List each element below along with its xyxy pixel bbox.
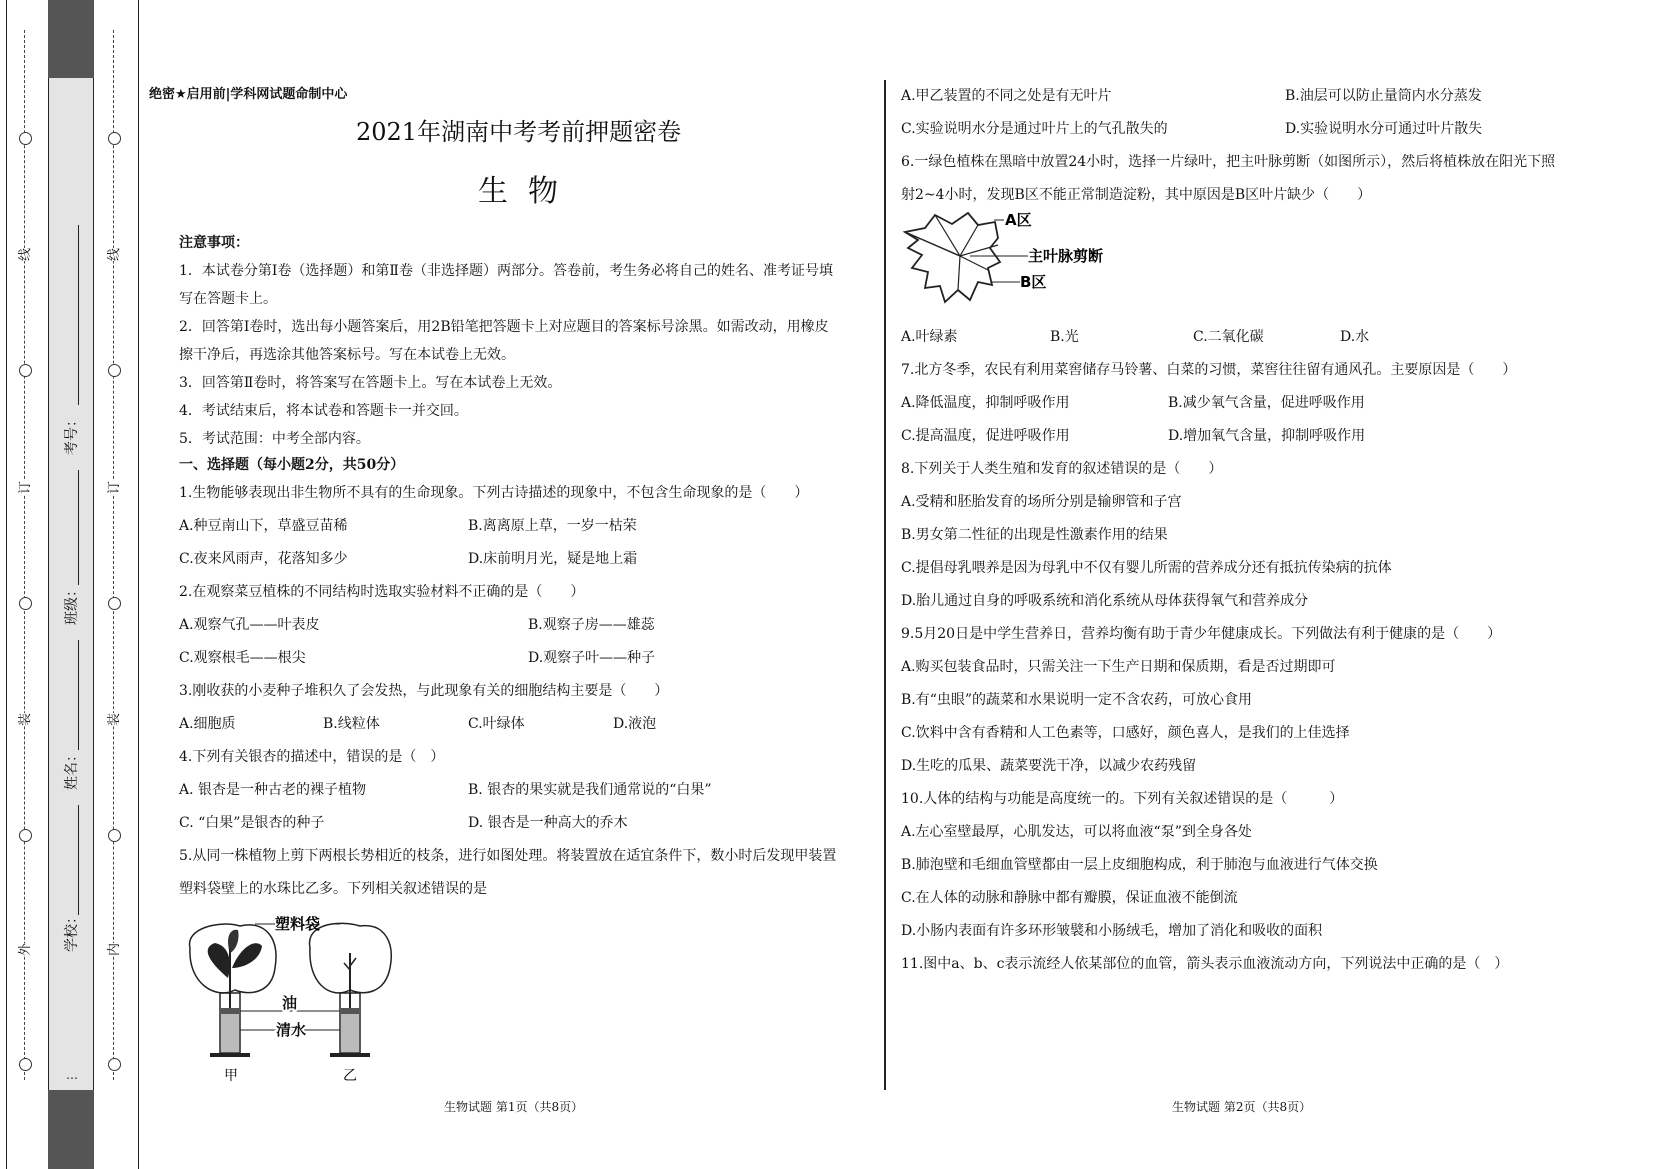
- binding-char: 订: [14, 481, 33, 494]
- label-yi: 乙: [343, 1068, 357, 1084]
- option: D.液泡: [613, 716, 657, 732]
- field-school-label: 学校：: [64, 910, 80, 952]
- option: B.减少氧气含量，促进呼吸作用: [1168, 395, 1365, 411]
- option: D.胎儿通过自身的呼吸系统和消化系统从母体获得氧气和营养成分: [901, 593, 1309, 609]
- notice-title: 注意事项：: [179, 235, 249, 251]
- binding-char: 内: [103, 943, 122, 956]
- option: B. 银杏的果实就是我们通常说的“白果”: [468, 782, 712, 798]
- option: D.水: [1340, 329, 1370, 345]
- option: B.观察子房——雄蕊: [528, 617, 655, 633]
- binding-char: 订: [103, 481, 122, 494]
- question-stem: 1.生物能够表现出非生物所不具有的生命现象。下列古诗描述的现象中，不包含生命现象的是（ ）: [179, 485, 809, 501]
- binding-char: 外: [14, 943, 33, 956]
- option: A.种豆南山下，草盛豆苗稀: [179, 518, 348, 534]
- notice-line: 擦干净后，再选涂其他答案标号。写在本试卷上无效。: [179, 347, 515, 363]
- option: D.生吃的瓜果、蔬菜要洗干净，以减少农药残留: [901, 758, 1197, 774]
- option: B.油层可以防止量筒内水分蒸发: [1285, 88, 1482, 104]
- field-name-label: 姓名：: [64, 748, 80, 790]
- field-exam-number-blank[interactable]: [78, 225, 79, 405]
- label-area-a: A区: [1005, 211, 1032, 229]
- field-class-label: 班级：: [64, 583, 80, 625]
- option: A.左心室壁最厚，心肌发达，可以将血液“泵”到全身各处: [901, 824, 1252, 840]
- page-title: 2021年湖南中考考前押题密卷: [356, 118, 682, 146]
- option: C. “白果”是银杏的种子: [179, 815, 325, 831]
- binding-circle: [108, 597, 121, 610]
- option: C.夜来风雨声，花落知多少: [179, 551, 348, 567]
- footer-right: 生物试题 第2页（共8页）: [1172, 1100, 1312, 1114]
- option: B.肺泡壁和毛细血管壁都由一层上皮细胞构成，利于肺泡与血液进行气体交换: [901, 857, 1378, 873]
- section-title: 一、选择题（每小题2分，共50分）: [179, 457, 405, 473]
- option: A. 银杏是一种古老的裸子植物: [179, 782, 367, 798]
- binding-circle: [108, 829, 121, 842]
- oil-layer-b: [341, 1008, 359, 1014]
- option: A.购买包装食品时，只需关注一下生产日期和保质期，看是否过期即可: [901, 659, 1336, 675]
- binding-circle: [19, 132, 32, 145]
- option: C.饮料中含有香精和人工色素等，口感好，颜色喜人，是我们的上佳选择: [901, 725, 1350, 741]
- question-stem: 7.北方冬季，农民有利用菜窖储存马铃薯、白菜的习惯，菜窖往往留有通风孔。主要原因是（ ）: [901, 362, 1517, 378]
- option: C.二氧化碳: [1193, 329, 1264, 345]
- binding-circle: [19, 1058, 32, 1071]
- label-water: 清水: [276, 1021, 307, 1039]
- option: C.提倡母乳喂养是因为母乳中不仅有婴儿所需的营养成分还有抵抗传染病的抗体: [901, 560, 1392, 576]
- outer-dotted-line: [24, 30, 25, 1080]
- label-area-b: B区: [1020, 273, 1047, 291]
- option: B.光: [1050, 329, 1079, 345]
- option: A.叶绿素: [901, 329, 958, 345]
- strip-inner-border: [138, 0, 139, 1169]
- option: A.甲乙装置的不同之处是有无叶片: [901, 88, 1112, 104]
- option: C.提高温度，促进呼吸作用: [901, 428, 1070, 444]
- water-a: [221, 1014, 239, 1052]
- option: C.实验说明水分是通过叶片上的气孔散失的: [901, 121, 1168, 137]
- binding-circle: [108, 132, 121, 145]
- question-stem: 11.图中a、b、c表示流经人依某部位的血管，箭头表示血液流动方向，下列说法中正确的是（ ）: [901, 956, 1509, 972]
- binding-circle: [108, 1058, 121, 1071]
- notice-line: 4．考试结束后，将本试卷和答题卡一并交回。: [179, 403, 468, 419]
- column-divider: [884, 80, 886, 1090]
- water-b: [341, 1014, 359, 1052]
- question-stem: 射2~4小时，发现B区不能正常制造淀粉，其中原因是B区叶片缺少（ ）: [901, 187, 1372, 203]
- binding-char: 线: [103, 248, 122, 261]
- question-stem: 4.下列有关银杏的描述中，错误的是（ ）: [179, 749, 445, 765]
- notice-line: 3．回答第Ⅱ卷时，将答案写在答题卡上。写在本试卷上无效。: [179, 375, 562, 391]
- notice-line: 1．本试卷分第Ⅰ卷（选择题）和第Ⅱ卷（非选择题）两部分。答卷前，考生务必将自己的姓名、准考证号填: [179, 263, 833, 279]
- option: C.在人体的动脉和静脉中都有瓣膜，保证血液不能倒流: [901, 890, 1238, 906]
- vein: [958, 256, 960, 290]
- binding-circle: [19, 364, 32, 377]
- label-plastic-bag: 塑料袋: [275, 915, 321, 933]
- base-a: [210, 1053, 250, 1057]
- field-ellipsis: …: [66, 1068, 78, 1082]
- binding-circle: [19, 597, 32, 610]
- binding-circle: [108, 364, 121, 377]
- vein: [960, 256, 988, 270]
- binding-char: 装: [14, 713, 33, 726]
- option: D.观察子叶——种子: [528, 650, 656, 666]
- field-school-blank[interactable]: [78, 805, 79, 915]
- question-stem: 9.5月20日是中学生营养日，营养均衡有助于青少年健康成长。下列做法有利于健康的是（ ）: [901, 626, 1502, 642]
- subject-title: 生物: [478, 174, 578, 209]
- option: D.床前明月光，疑是地上霜: [468, 551, 638, 567]
- strip-border: [6, 0, 7, 1169]
- base-b: [330, 1053, 370, 1057]
- question-stem: 5.从同一株植物上剪下两根长势相近的枝条，进行如图处理。将装置放在适宜条件下，数小时后发现甲装置: [179, 848, 837, 864]
- question-stem: 8.下列关于人类生殖和发育的叙述错误的是（ ）: [901, 461, 1223, 477]
- label-vein-cut: 主叶脉剪断: [1028, 247, 1104, 265]
- question-stem: 2.在观察菜豆植株的不同结构时选取实验材料不正确的是（ ）: [179, 584, 585, 600]
- leaf-vein-figure: [900, 210, 1130, 315]
- confidential-tag: 绝密★启用前|学科网试题命制中心: [149, 87, 348, 102]
- option: A.细胞质: [179, 716, 236, 732]
- field-exam-number-label: 考号：: [64, 413, 80, 455]
- leaf-icon: [905, 213, 1000, 302]
- field-name-blank[interactable]: [78, 640, 79, 750]
- option: A.受精和胚胎发育的场所分别是输卵管和子宫: [901, 494, 1182, 510]
- option: D. 银杏是一种高大的乔木: [468, 815, 628, 831]
- binding-circle: [19, 829, 32, 842]
- option: B.线粒体: [323, 716, 380, 732]
- option: D.实验说明水分可通过叶片散失: [1285, 121, 1483, 137]
- option: D.增加氧气含量，抑制呼吸作用: [1168, 428, 1366, 444]
- leaf-icon: [208, 943, 230, 978]
- strip-dark-top: [48, 0, 94, 78]
- notice-line: 5．考试范围：中考全部内容。: [179, 431, 370, 447]
- option: D.小肠内表面有许多环形皱襞和小肠绒毛，增加了消化和吸收的面积: [901, 923, 1323, 939]
- question-stem: 10.人体的结构与功能是高度统一的。下列有关叙述错误的是（ ）: [901, 791, 1344, 807]
- notice-line: 写在答题卡上。: [179, 291, 277, 307]
- field-class-blank[interactable]: [78, 470, 79, 585]
- option: B.男女第二性征的出现是性激素作用的结果: [901, 527, 1168, 543]
- inner-dotted-line: [113, 30, 114, 1080]
- question-stem: 3.刚收获的小麦种子堆积久了会发热，与此现象有关的细胞结构主要是（ ）: [179, 683, 669, 699]
- option: A.观察气孔——叶表皮: [179, 617, 320, 633]
- option: C.叶绿体: [468, 716, 525, 732]
- strip-dark-bottom: [48, 1090, 94, 1169]
- label-oil: 油: [282, 994, 298, 1012]
- footer-left: 生物试题 第1页（共8页）: [444, 1100, 584, 1114]
- binding-char: 线: [14, 248, 33, 261]
- oil-layer-a: [221, 1008, 239, 1014]
- question-stem: 塑料袋壁上的水珠比乙多。下列相关叙述错误的是: [179, 881, 487, 897]
- option: C.观察根毛——根尖: [179, 650, 306, 666]
- notice-line: 2．回答第Ⅰ卷时，选出每小题答案后，用2B铅笔把答题卡上对应题目的答案标号涂黑。如需改动，用橡皮: [179, 319, 829, 335]
- label-jia: 甲: [224, 1068, 238, 1084]
- question-stem: 6.一绿色植株在黑暗中放置24小时，选择一片绿叶，把主叶脉剪断（如图所示），然后将植株放在阳光下照: [901, 154, 1556, 170]
- option: B.离离原上草，一岁一枯荣: [468, 518, 637, 534]
- transpiration-figure: [180, 908, 420, 1088]
- leaf-icon: [232, 943, 262, 968]
- binding-char: 装: [103, 713, 122, 726]
- option: A.降低温度，抑制呼吸作用: [901, 395, 1070, 411]
- option: B.有“虫眼”的蔬菜和水果说明一定不含农药，可放心食用: [901, 692, 1253, 708]
